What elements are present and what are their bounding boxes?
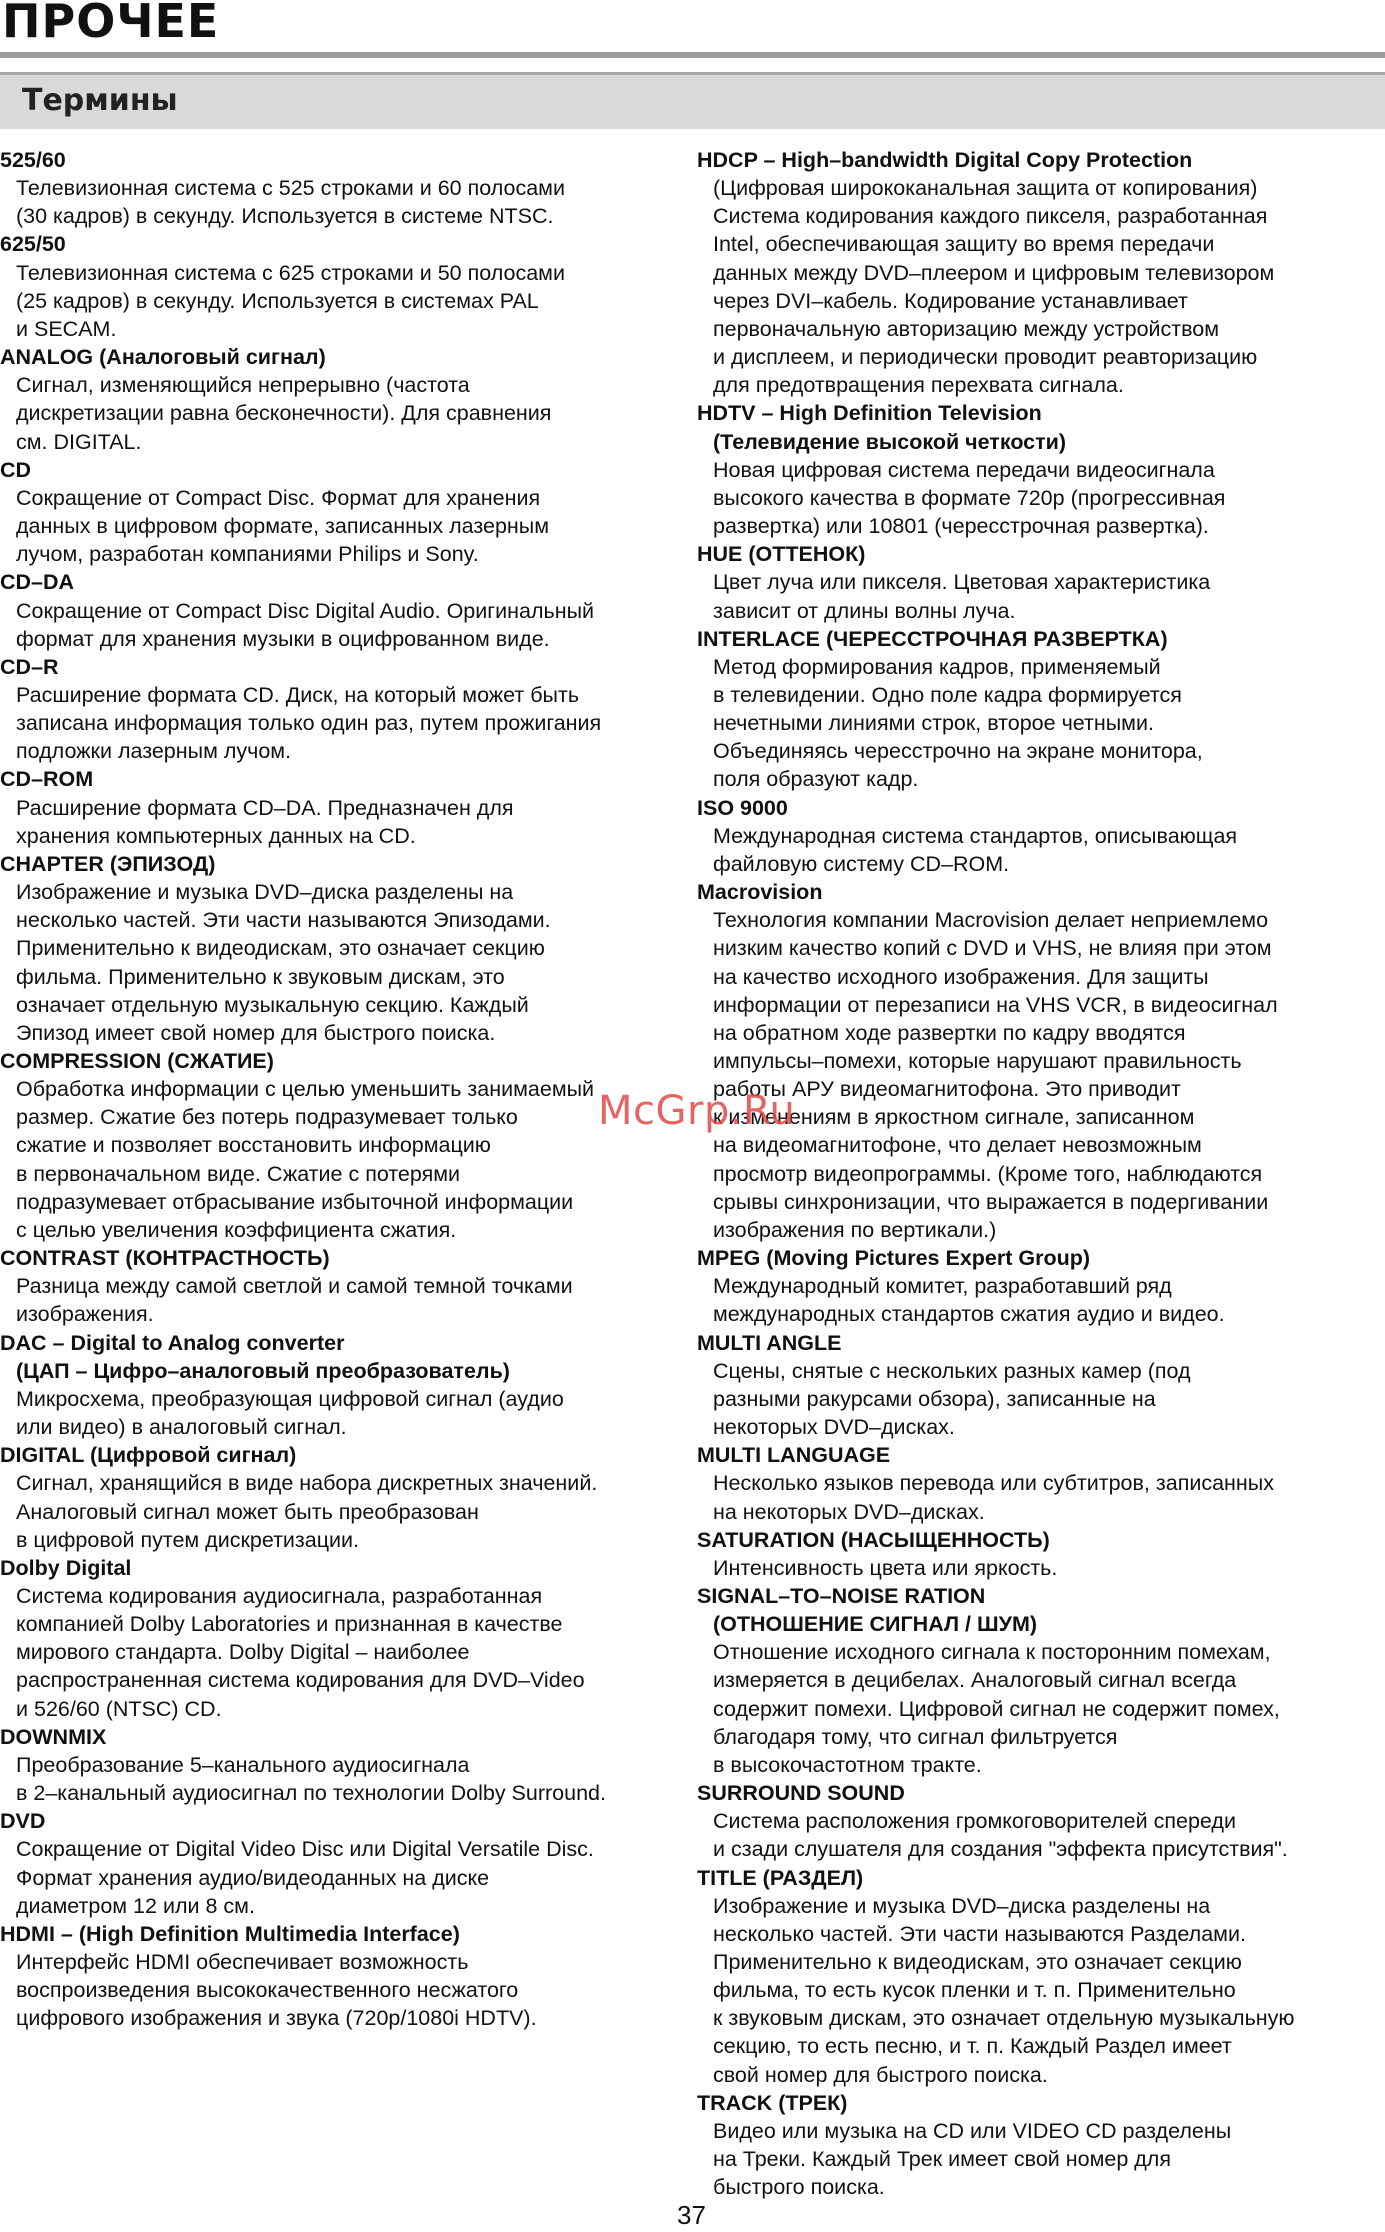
glossary-term-label: SIGNAL–TO–NOISE RATION bbox=[697, 1583, 986, 1608]
glossary-definition: Разница между самой светлой и самой темной точками изображения. bbox=[16, 1274, 573, 1327]
glossary-entry bbox=[0, 1723, 690, 1807]
glossary-term bbox=[697, 1864, 1385, 1892]
glossary-term-label: DAC – Digital to Analog converter bbox=[0, 1330, 345, 1355]
glossary-term bbox=[697, 399, 1385, 455]
glossary-term bbox=[697, 1526, 1385, 1554]
glossary-term bbox=[0, 1920, 690, 1948]
glossary-term-label: DOWNMIX bbox=[0, 1724, 107, 1749]
glossary-term-subtitle: (Телевидение высокой четкости) bbox=[713, 429, 1067, 454]
glossary-entry bbox=[0, 653, 690, 766]
page-number: 37 bbox=[677, 2200, 706, 2230]
glossary-entry bbox=[697, 1779, 1385, 1863]
glossary-term-label: CONTRAST (КОНТРАСТНОСТЬ) bbox=[0, 1246, 330, 1271]
glossary-term-label: DIGITAL (Цифровой сигнал) bbox=[0, 1443, 297, 1468]
glossary-definition: Сигнал, хранящийся в виде набора дискретных значений. Аналоговый сигнал может быть преобразован в цифровой путем дискретизации. bbox=[16, 1471, 598, 1552]
glossary-entry bbox=[697, 399, 1385, 540]
glossary-term bbox=[0, 1329, 690, 1385]
glossary-definition: Телевизионная система с 525 строками и 60 полосами (30 кадров) в секунду. Используется в системе NTSC. bbox=[16, 176, 565, 229]
page-title: ПРОЧЕЕ bbox=[2, 0, 220, 48]
section-title: Термины bbox=[22, 83, 178, 118]
glossary-entry bbox=[0, 1554, 690, 1723]
glossary-entry bbox=[0, 1329, 690, 1442]
glossary-entry bbox=[0, 1047, 690, 1244]
glossary-term-label: DVD bbox=[0, 1809, 46, 1834]
glossary-term-label: INTERLACE (ЧЕРЕССТРОЧНАЯ РАЗВЕРТКА) bbox=[697, 626, 1168, 651]
glossary-entry bbox=[697, 1526, 1385, 1582]
glossary-definition: Технология компании Macrovision делает неприемлемо низким качество копий с DVD и VHS, не влияя при этом на качество исходного изображения. Для защиты информации от перезаписи на VHS VCR, в видеосигнал на обратном ходе развертки по кадру вводятся импульсы–помехи, которые нарушают правильность работы АРУ видеомагнитофона. Это приводит к изменениям в яркостном сигнале, записанном на видеомагнитофоне, что делает невозможным просмотр видеопрограммы. (Кроме того, наблюдаются срывы синхронизации, что выражается в подергивании изображения по вертикали.) bbox=[713, 908, 1278, 1242]
glossary-term bbox=[0, 1047, 690, 1075]
glossary-term-label: HUE (ОТТЕНОК) bbox=[697, 542, 866, 567]
glossary-entry bbox=[697, 1244, 1385, 1328]
glossary-term-label: CD bbox=[0, 457, 32, 482]
glossary-term-label: MULTI LANGUAGE bbox=[697, 1443, 891, 1468]
glossary-definition: Преобразование 5–канального аудиосигнала в 2–канальный аудиосигнал по технологии Dolby Surround. bbox=[16, 1752, 606, 1806]
header-divider bbox=[0, 52, 1385, 58]
glossary-definition: Телевизионная система с 625 строками и 50 полосами (25 кадров) в секунду. Используется в системах PAL и SECAM. bbox=[16, 260, 565, 341]
glossary-term-label: HDCP – High–bandwidth Digital Copy Protection bbox=[697, 148, 1193, 172]
glossary-definition: Изображение и музыка DVD–диска разделены на несколько частей. Эти части называются Эпизодами. Применительно к видеодискам, это означает секцию фильма. Применительно к звуковым дискам, это означает отдельную музыкальную секцию. Каждый Эпизод имеет свой номер для быстрого поиска. bbox=[16, 880, 551, 1045]
glossary-term-label: TITLE (РАЗДЕЛ) bbox=[697, 1865, 864, 1890]
glossary-term bbox=[697, 625, 1385, 653]
glossary-term-label: SATURATION (НАСЫЩЕННОСТЬ) bbox=[697, 1527, 1050, 1552]
glossary-term-label: TRACK (ТРЕК) bbox=[697, 2090, 848, 2115]
glossary-term-label: CD–ROM bbox=[0, 767, 94, 792]
glossary-term bbox=[0, 1723, 690, 1751]
glossary-entry bbox=[0, 850, 690, 1047]
section-header bbox=[0, 72, 1385, 129]
glossary-term bbox=[0, 850, 690, 878]
glossary-term-subtitle: (ЦАП – Цифро–аналоговый преобразователь) bbox=[16, 1358, 510, 1383]
glossary-entry bbox=[0, 568, 690, 652]
glossary-entry bbox=[697, 878, 1385, 1244]
glossary-entry bbox=[0, 1441, 690, 1554]
glossary-definition: Система кодирования аудиосигнала, разработанная компанией Dolby Laboratories и признанная в качестве мирового стандарта. Dolby Digital – наиболее распространенная система кодирования для DVD–Video и 526/60 (NTSC) CD. bbox=[16, 1583, 585, 1721]
glossary-term-label: CD–DA bbox=[0, 570, 75, 595]
glossary-term-subtitle: (ОТНОШЕНИЕ СИГНАЛ / ШУМ) bbox=[713, 1612, 1038, 1637]
glossary-term bbox=[697, 2089, 1385, 2117]
glossary-entry bbox=[697, 540, 1385, 624]
glossary-term-label: HDMI – (High Definition Multimedia Interface) bbox=[0, 1921, 460, 1946]
glossary-definition: Цвет луча или пикселя. Цветовая характеристика зависит от длины волны луча. bbox=[713, 570, 1211, 623]
glossary-definition: Отношение исходного сигнала к посторонним помехам, измеряется в децибелах. Аналоговый сигнал всегда содержит помехи. Цифровой сигнал не содержит помех, благодаря тому, что сигнал фильтруется в высокочастотном тракте. bbox=[713, 1640, 1280, 1777]
glossary-entry bbox=[697, 794, 1385, 878]
glossary-definition: Международный комитет, разработавший ряд международных стандартов сжатия аудио и видео. bbox=[713, 1274, 1225, 1327]
glossary-term bbox=[697, 1329, 1385, 1357]
glossary-term-label: CD–R bbox=[0, 654, 59, 679]
glossary-entry bbox=[0, 146, 690, 230]
glossary-term bbox=[0, 1807, 690, 1835]
glossary-definition: Расширение формата CD. Диск, на который может быть записана информация только один раз, путем прожигания подложки лазерным лучом. bbox=[16, 682, 602, 764]
glossary-definition: Интерфейс HDMI обеспечивает возможность воспроизведения высококачественного несжатого цифрового изображения и звука (720p/1080i HDTV). bbox=[16, 1950, 537, 2031]
glossary-definition: Видео или музыка на CD или VIDEO CD разделены на Треки. Каждый Трек имеет свой номер для быстрого поиска. bbox=[713, 2118, 1232, 2200]
glossary-term-label: 625/50 bbox=[0, 232, 66, 257]
glossary-term-label: CHAPTER (ЭПИЗОД) bbox=[0, 851, 216, 876]
glossary-entry bbox=[697, 625, 1385, 794]
glossary-term-label: ISO 9000 bbox=[697, 795, 788, 820]
glossary-definition: Международная система стандартов, описывающая файловую систему CD–ROM. bbox=[713, 823, 1238, 876]
glossary-term bbox=[0, 1244, 690, 1272]
glossary-term bbox=[697, 1779, 1385, 1807]
glossary-entry bbox=[697, 1329, 1385, 1442]
glossary-right-column bbox=[697, 146, 1385, 2201]
glossary-definition: Микросхема, преобразующая цифровой сигнал (аудио или видео) в аналоговый сигнал. bbox=[16, 1386, 564, 1440]
glossary-entry bbox=[697, 2089, 1385, 2202]
glossary-term bbox=[697, 1441, 1385, 1469]
glossary-definition: Несколько языков перевода или субтитров, записанных на некоторых DVD–дисках. bbox=[713, 1471, 1275, 1524]
glossary-term bbox=[0, 343, 690, 371]
glossary-term-label: COMPRESSION (СЖАТИЕ) bbox=[0, 1049, 274, 1073]
glossary-term bbox=[0, 456, 690, 484]
glossary-definition: Сигнал, изменяющийся непрерывно (частота дискретизации равна бесконечности). Для сравнения см. DIGITAL. bbox=[16, 373, 552, 454]
glossary-term bbox=[0, 653, 690, 681]
glossary-entry bbox=[0, 765, 690, 849]
glossary-entry bbox=[697, 1582, 1385, 1779]
glossary-definition: (Цифровая ширококанальная защита от копирования) Система кодирования каждого пикселя, разработанная Intel, обеспечивающая защиту во время передачи данных между DVD–плеером и цифровым телевизором через DVI–кабель. Кодирование устанавливает первоначальную авторизацию между устройством и дисплеем, и периодически проводит реавторизацию для предотвращения перехвата сигнала. bbox=[713, 176, 1275, 398]
glossary-term bbox=[0, 568, 690, 596]
glossary-term-label: MULTI ANGLE bbox=[697, 1330, 842, 1355]
glossary-definition: Система расположения громкоговорителей спереди и сзади слушателя для создания "эффекта присутствия". bbox=[713, 1809, 1288, 1862]
glossary-entry bbox=[0, 1920, 690, 2033]
glossary-definition: Сцены, снятые с нескольких разных камер (под разными ракурсами обзора), записанные на некоторых DVD–дисках. bbox=[713, 1358, 1191, 1440]
glossary-entry bbox=[0, 230, 690, 343]
glossary-entry bbox=[697, 1441, 1385, 1525]
watermark: McGrp.Ru bbox=[598, 1088, 796, 1134]
glossary-term-label: ANALOG (Аналоговый сигнал) bbox=[0, 345, 326, 370]
glossary-definition: Обработка информации с целью уменьшить занимаемый размер. Сжатие без потерь подразумевает только сжатие и позволяет восстановить информацию в первоначальном виде. Сжатие с потерями подразумевает отбрасывание избыточной информации с целью увеличения коэффициента сжатия. bbox=[16, 1077, 595, 1242]
glossary-entry bbox=[0, 456, 690, 569]
glossary-definition: Расширение формата CD–DA. Предназначен для хранения компьютерных данных на CD. bbox=[16, 795, 514, 848]
glossary-definition: Метод формирования кадров, применяемый в телевидении. Одно поле кадра формируется нечетными линиями строк, второе четными. Объединяясь чересстрочно на экране монитора, поля образуют кадр. bbox=[713, 654, 1203, 792]
glossary-definition: Интенсивность цвета или яркость. bbox=[713, 1555, 1058, 1580]
glossary-entry bbox=[0, 1807, 690, 1920]
glossary-term bbox=[697, 878, 1385, 906]
glossary-definition: Сокращение от Compact Disc Digital Audio. Оригинальный формат для хранения музыки в оцифрованном виде. bbox=[16, 598, 595, 651]
glossary-term-label: MPEG (Moving Pictures Expert Group) bbox=[697, 1246, 1091, 1271]
glossary-definition: Сокращение от Compact Disc. Формат для хранения данных в цифровом формате, записанных лазерным лучом, разработан компаниями Philips и Sony. bbox=[16, 485, 550, 567]
glossary-term bbox=[697, 1244, 1385, 1272]
glossary-entry bbox=[0, 1244, 690, 1328]
glossary-definition: Изображение и музыка DVD–диска разделены на несколько частей. Эти части называются Разделами. Применительно к видеодискам, это означает секцию фильма, то есть кусок пленки и т. п. Применительно к звуковым дискам, это означает отдельную музыкальную секцию, то есть песню, и т. п. Каждый Раздел имеет свой номер для быстрого поиска. bbox=[713, 1893, 1295, 2087]
glossary-term bbox=[0, 1441, 690, 1469]
glossary-entry bbox=[0, 343, 690, 456]
glossary-term bbox=[0, 230, 690, 258]
glossary-term-label: Dolby Digital bbox=[0, 1555, 132, 1580]
glossary-left-column bbox=[0, 146, 690, 2032]
glossary-term-label: HDTV – High Definition Television bbox=[697, 401, 1042, 426]
glossary-term bbox=[697, 1582, 1385, 1638]
glossary-definition: Новая цифровая система передачи видеосигнала высокого качества в формате 720p (прогрессивная развертка) или 10801 (чересстрочная развертка). bbox=[713, 457, 1226, 539]
glossary-term bbox=[0, 146, 690, 174]
glossary-term bbox=[0, 1554, 690, 1582]
glossary-term-label: Macrovision bbox=[697, 880, 823, 905]
glossary-term-label: SURROUND SOUND bbox=[697, 1781, 905, 1806]
glossary-term bbox=[697, 540, 1385, 568]
glossary-definition: Сокращение от Digital Video Disc или Digital Versatile Disc. Формат хранения аудио/видеоданных на диске диаметром 12 или 8 см. bbox=[16, 1837, 594, 1918]
glossary-term bbox=[697, 146, 1385, 174]
glossary-term bbox=[0, 765, 690, 793]
glossary-entry bbox=[697, 1864, 1385, 2089]
glossary-entry bbox=[697, 146, 1385, 399]
glossary-term-label: 525/60 bbox=[0, 148, 66, 172]
glossary-term bbox=[697, 794, 1385, 822]
